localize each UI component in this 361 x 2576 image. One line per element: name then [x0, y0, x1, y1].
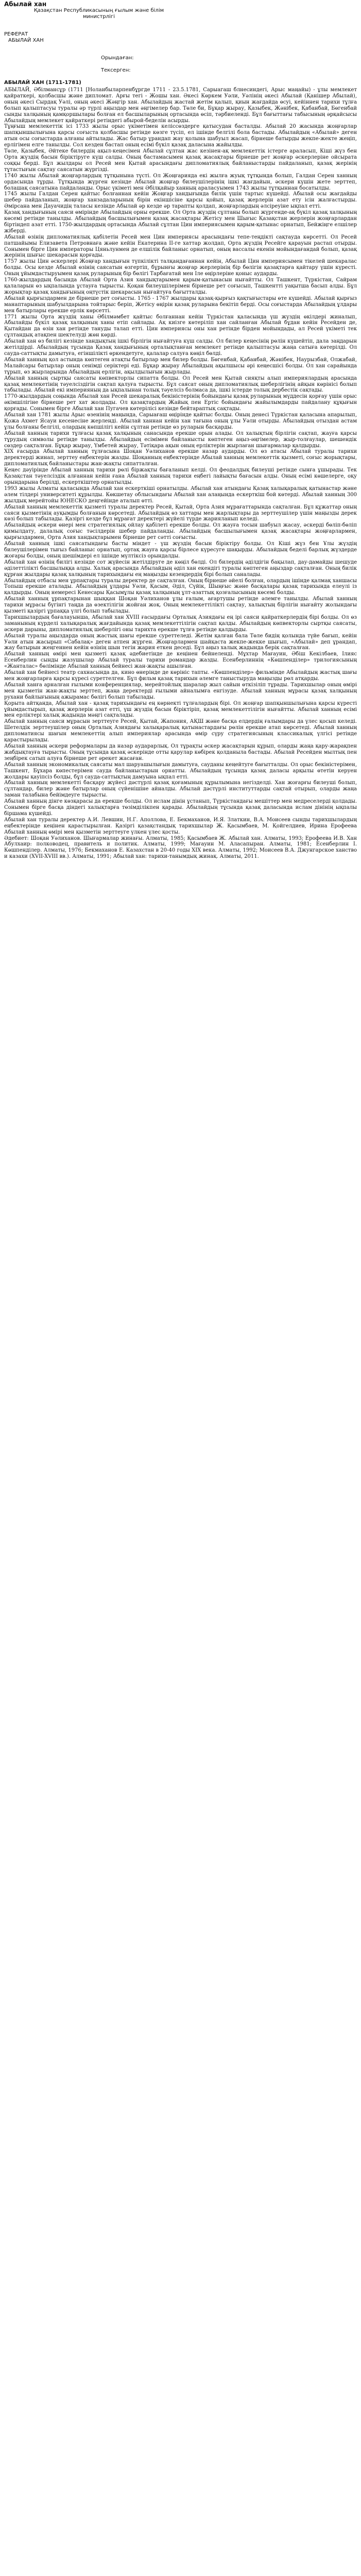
body-paragraph: Кеңес дәуірінде Абылай ханның тарихи рөлі біржақты бағаланып келді. Ол феодалдық билеуші ретінде сынға ұшырады. Тек Қазақстан тәуелсіздік алғаннан кейін ғана Абылай ханның тарихи еңбегі лайықты бағасын алды. Оның есімі көшелерге, оқу орындарына берілді, ескерткіштер орнатылды.	[4, 467, 357, 485]
body-paragraph: Абылай ханның дінге көзқарасы да ерекше болды. Ол ислам дінін ұстанып, Түркістандағы мешіттер мен медреселерді қолдады. Сонымен бірге басқа діндегі халықтарға төзімділікпен қарады. Абылайдың тұсында қазақ даласында ислам дінінің ықпалы біршама күшейді.	[4, 799, 357, 817]
body-paragraph: Абылай ханның тарихи тұлғасы қазақ халқының санасында ерекше орын алады. Ол халықтың бірлігін сақтап, жауға қарсы тұрудың символы ретінде танылды. Абылайдың есімімен байланысты көптеген аңыз-әңгімелер, жыр-толғаулар, шешендік сөздер сақталған. Бұқар жырау, Үмбетей жырау, Тәтіқара ақын оның ерліктерін жырлаған шығармалар қалдырды.	[4, 430, 357, 449]
body-paragraph: Абылай ханның сыртқы саясаты көпвекторлы сипатта болды. Ол Ресей мен Қытай сияқты алып империялардың арасында қазақ мемлекетінің тәуелсіздігін сақтап қалуға тырысты. Бұл саясат оның дипломатиялық шеберлігінің айқын көрінісі болып табылады. Абылай екі империяның да ықпалынан толық тәуелсіз болмаса да, ішкі істерде толық дербестік сақтады.	[4, 375, 357, 394]
signature-block	[4, 55, 357, 74]
body-paragraph: Абылай ханға арналған ғылыми конференциялар, мерейтойлық шаралар жыл сайын өткізіліп тұрады. Тарихшылар оның өмірі мен қызметін жан-жақты зерттеп, жаңа деректерді ғылыми айналымға енгізуде. Абылай ханның мұрасы қазақ халқының рухани байлығының ажырамас бөлігі болып табылады.	[4, 682, 357, 700]
body-paragraph: Абылай ханның мемлекетті басқару жүйесі дәстүрлі қазақ қоғамының құрылымына негізделді. Хан жоғарғы билеуші болып, сұлтандар, билер және батырлар оның сүйенішіне айналды. Абылай дәстүрлі институттарды сақтай отырып, оларды жаңа заман талабына бейімдеуге тырысты.	[4, 780, 357, 799]
body-text	[4, 87, 357, 860]
body-paragraph: Абылай ханның қол астында көптеген атақты батырлар мен билер болды. Бөгенбай, Қабанбай, Жәнібек, Наурызбай, Олжабай, Малайсары батырлар оның сенімді серіктері еді. Бұқар жырау Абылайдың ақылшысы әрі кеңесшісі болды. Ол хан сарайында тұрып, өз жырларында Абылайдың ерлігін, ақылдылығын жырлады.	[4, 357, 357, 375]
body-paragraph: АБЫЛАЙ, Әбілмансұр (1711 [Ноланбыларпенбұргде 1711 - 23.5.1781, Сарыагаш блнесиндегі, Арыс маңайы) - ұлы мемлекет қайраткері, қолбасшы және дипломат. Арғы тегі - Жошы хан. Әкесі Көркем Уәли, Уәлінің әкесі Абылай (Қанішер Абылай), оның әкесі Сырдақ Уәлі, оның әкесі Жәңгір хан. Абылайдың жастай жетім қалып, қиын жағдайда өсуі, кейіннен тарихи тұлға болып қалыптасуы туралы әр түрлі аңыздар мен әңгімелер бар. Төле би, Бұқар жырау, Қазыбек, Жәнібек, Қабанбай, Бөгенбай сынды халқының қамқоршылары болған ел басшыларының ортасында өсіп, тәрбиеленді. Бұл бағыттағы табысының әрқайсысы Абылайдың мемлекет қайраткері ретіндегі абырой-беделін асырды.	[4, 87, 357, 124]
reviewer-label: Тексерген:	[101, 67, 131, 73]
body-paragraph: XIX ғасырда Абылай ханның тұлғасына Шоқан Уәлиханов ерекше назар аударды. Ол өз атасы Абылай туралы тарихи деректерді жинап, зерттеу еңбектерін жазды. Шоқанның еңбектерінде Абылай ханның мемлекеттік қызметі, соғыс жорықтары, дипломатиялық байланыстары жан-жақты сипатталған.	[4, 449, 357, 467]
body-paragraph: Абылай ханның саяси мұрасын зерттеуге Ресей, Қытай, Жапония, АҚШ және басқа елдердің ғалымдары да үлес қосып келеді. Шетелдік зерттеушілер оның Орталық Азиядағы халықаралық қатынастардағы рөлін ерекше атап көрсетеді. Абылай ханның дипломатиясы шағын мемлекеттің алып империялар арасында өмір сүру стратегиясының классикалық үлгісі ретінде қарастырылады.	[4, 719, 357, 743]
body-paragraph: Абылай ханның экономикалық саясаты мал шаруашылығын дамытуға, сауданы кеңейтуге бағытталды. Ол орыс бекіністерімен, Ташкент, Бұхара көпестерімен сауда байланыстарын орнатты. Абылайдың тұсында қазақ даласы арқылы өтетін керуен жолдары қауіпсіз болды, бұл сауда-саттықтың дамуына ықпал етті.	[4, 761, 357, 780]
body-paragraph: Қорыта айтқанда, Абылай хан - қазақ тарихындағы ең көрнекті тұлғалардың бірі. Ол жоңғар шапқыншылығына қарсы күресті ұйымдастырып, қазақ жерлерін азат етті, үш жүздің басын біріктіріп, қазақ мемлекеттілігін нығайтты. Абылай ханның есімі мен ерліктері халық жадында мәңгі сақталады.	[4, 700, 357, 719]
body-paragraph: 1771 жылы Орта жүздің ханы Әбілмәмбет қайтыс болғаннан кейін Түркістан қаласында үш жүздің өкілдері жиналып, Абылайды бүкіл қазақ халқының ханы етіп сайлады. Ақ киізге көтеріліп хан сайланған Абылай бұдан кейін Ресейден де, Қытайдан да өзін хан ретінде тануды талап етті. Цин империясы оны хан ретінде бірден мойындады, ал Ресей үкіметі тек сұлтандық атақпен шектелуді жөн көрді.	[4, 314, 357, 338]
body-paragraph: Қазақ хандығының саяси өмірінде Абылайдың орны ерекше. Ол Орта жүздің сұлтаны болып жүргенде-ақ бүкіл қазақ халқының көсемі ретінде танылды. Абылайдың басшылығымен қазақ жасақтары Жетісу мен Шығыс Қазақстан жерлерін жоңғарлардан біртіндеп азат етті. 1750-жылдардың ортасында Абылай сұлтан Цин империясымен қарым-қатынас орнатып, Бейжіңге елшілер жіберді.	[4, 210, 357, 234]
body-paragraph: 1745 жылы Галдан Серен қайтыс болғаннан кейін Жоңғар хандығында билік үшін тартыс күшейді. Абылай осы жағдайды шебер пайдаланып, жоңғар ханзадаларының бірін екіншісіне қарсы қойып, қазақ жерлерін азат ету ісін жалғастырды. Әмірсана мен Дауачидің таласы кезінде Абылай әр кезде әр тарапты қолдап, жоңғарлардың әлсіреуіне ықпал етті.	[4, 191, 357, 210]
body-paragraph: Тұңғыш мемлекеттік ісі 1733 жылы орыс үкіметімен келіссөздерге қатысудан басталды. Абылай 20 жасында жоңғарлар шапқыншылығына қарсы соғыста қолбасшы ретінде көзге түсіп, ел ішінде белгілі бола бастады. Абылайдың «Абылай» деген атын осы соғыстарда алғаны айтылады. Жас батыр ұрандап жау қолына шабуыл жасап, бірнеше батырды жекпе-жекте жеңіп, ерлігімен елге танылды. Сол кезден бастап оның есімі бүкіл қазақ даласына жайылды.	[4, 124, 357, 148]
body-paragraph: Абылай ханның мемлекеттік қызметі туралы деректер Ресей, Қытай, Орта Азия мұрағаттарында сақталған. Бұл құжаттар оның саяси қызметінің ауқымды болғанын көрсетеді. Абылайдың өз хаттары мен жарлықтары да зерттеушілер үшін маңызды дерек көзі болып табылады. Қазіргі кезде бұл мұрағат деректері жүйелі түрде жарияланып келеді.	[4, 504, 357, 522]
referat-label: РЕФЕРАТ	[4, 31, 28, 37]
checked-by-label: Орындаған:	[101, 55, 134, 61]
body-paragraph: Абылай өзінің дипломатиялық қабілетін Ресей мен Цин империясы арасындағы тепе-теңдікті сақтауда көрсетті. Ол Ресей патшайымы Елизавета Петровнаға және кейін Екатерина II-ге хаттар жолдап, Орта жүздің Ресейге қарауын растап отырды. Сонымен бірге Цин императоры Цяньлунмен де елшілік байланыс орнатып, оның вассалы екенін мойындағандай болып, қазақ жерінің шығыс шекарасын қорғады.	[4, 234, 357, 259]
ministry-name: Қазақстан Республикасының ғылым және білім министрлігі	[33, 8, 164, 20]
body-paragraph: Абылай қырғыздармен де бірнеше рет соғысты. 1765 - 1767 жылдары қазақ-қырғыз қақтығыстары өте күшейді. Абылай қырғыз манаптарының шабуылдарына тойтарыс беріп, Жетісу өңірін қазақ руларына бекітіп берді. Осы соғыстарда Абылайдың ұлдары мен батырлары ерекше ерлік көрсетті.	[4, 295, 357, 314]
body-paragraph: 1740 жылы Абылай жоңғарлардың тұтқынына түсті. Ол Жоңғарияда екі жылға жуық тұтқында болып, Галдан Серен ханның ордасында тұрды. Тұтқында жүрген кезінде Абылай жоңғар билеушілерінің ішкі жағдайын, әскери күшін жете зерттеп, болашақ саясатына пайдаланды. Орыс үкіметі мен Әбілқайыр ханның араласуымен 1743 жылы тұтқыннан босатылды.	[4, 173, 357, 191]
body-paragraph: 1757 жылы Цин әскерлері Жоңғар хандығын түпкілікті талқандағаннан кейін, Абылай Цин империясымен тікелей шекаралас болды. Осы кезде Абылай өзінің саясатын өзгертіп, бұрынғы жоңғар жерлерінің бір бөлігін қазақтарға қайтару үшін күресті. Оның ұйымдастыруымен қазақ руларының бір бөлігі Тарбағатай мен Іле өңірлеріне қоныс аударды.	[4, 259, 357, 277]
body-paragraph: Абылай хан туралы деректер А.И. Левшин, Н.Г. Аполлова, Е. Бекмаханов, И.Я. Златкин, В.А. Моисеев сынды тарихшылардың еңбектерінде кеңінен қарастырылған. Қазіргі қазақстандық тарихшылар Ж. Қасымбаев, М. Қойгелдиев, Ирина Ерофеева Абылай ханның өмірі мен қызметін зерттеуге үлкен үлес қосты.	[4, 817, 357, 835]
spacer	[4, 20, 357, 31]
spacer	[4, 44, 357, 55]
body-paragraph: 1993 жылы Алматы қаласында Абылай хан ескерткіші орнатылды. Абылай хан атындағы Қазақ халықаралық қатынастар және әлем тілдері университеті құрылды. Көкшетау облысындағы Абылай хан алаңында ескерткіш бой көтерді. Абылай ханның 300 жылдық мерейтойы ЮНЕСКО деңгейінде аталып өтті.	[4, 485, 357, 504]
body-paragraph: Абылай хан өзінің билігі кезінде сот жүйесін жетілдіруге де көңіл бөлді. Ол билердің әділдігін бақылап, дау-дамайды шешуде әділеттілікті басшылыққа алды. Халық арасында Абылайдың әділ хан екендігі туралы көптеген аңыздар сақталған. Оның билік құрған жылдары қазақ халқының тарихындағы ең маңызды кезеңдердің бірі болып саналады.	[4, 559, 357, 578]
body-title: АБЫЛАЙ ХАН (1711-1781)	[4, 80, 81, 86]
body-paragraph: Абылайдың отбасы мен ұрпақтары туралы деректер де сақталған. Оның бірнеше әйелі болған, олардың ішінде қалмақ ханшасы Топыш ерекше аталады. Абылайдың ұлдары Уәли, Қасым, Әділ, Сүйік, Шыңғыс және басқалары қазақ тарихында елеулі із қалдырды. Оның немересі Кенесары Қасымұлы қазақ халқының ұлт-азаттық қозғалысының көсемі болды.	[4, 578, 357, 596]
body-paragraph: Абылай туралы аңыздарда оның жастық шағы ерекше суреттеледі. Жетім қалған бала Төле бидің қолында түйе бағып, кейін Уәли атын жасырып «Сабалақ» деген атпен жүрген. Жоңғарлармен шайқаста жекпе-жекке шығып, «Абылай» деп ұрандап, жау батырын жеңгеннен кейін өзінің шын тегін жария еткен деседі. Бұл аңыз халық жадында берік сақталған.	[4, 633, 357, 651]
body-paragraph: Тарихшылардың бағалауынша, Абылай хан XVIII ғасырдағы Орталық Азиядағы ең ірі саяси қайраткерлердің бірі болды. Ол өз заманының күрделі халықаралық жағдайында қазақ мемлекеттілігін сақтап қалды. Абылайдың көпвекторлы сыртқы саясаты, әскери дарыны, дипломатиялық шеберлігі оны тарихта ерекше тұлға ретінде қалдырды.	[4, 614, 357, 633]
body-paragraph: 1760-жылдардың басында Абылай Орта Азия хандықтарымен қарым-қатынасын нығайтты. Ол Ташкент, Түркістан, Сайрам қалаларын өз ықпалында ұстауға тырысты. Қоқан билеушілерімен бірнеше рет соғысып, Ташкентті уақытша басып алды. Бұл жорықтар қазақ хандығының оңтүстік шекарасын нығайтуға бағытталды.	[4, 277, 357, 295]
document-title: Абылай хан	[4, 1, 47, 8]
body-paragraph: Абылай ханның ұрпақтарынан шыққан Шоқан Уәлиханов ұлы ғалым, ағартушы ретінде әлемге танылды. Абылай ханның тарихи мұрасы бүгінгі таңда да өзектілігін жойған жоқ. Оның мемлекеттілікті сақтау, халықтың бірлігін нығайту жолындағы қызметі қазіргі ұрпаққа үлгі болып табылады.	[4, 596, 357, 615]
body-paragraph: Абылай хан бейнесі театр сахнасында да, кино өнерінде де көрініс тапты. «Көшпенділер» фильмінде Абылайдың жастық шағы мен жоңғарларға қарсы күресі суреттелген. Бұл фильм қазақ тарихын әлемге таныстыруда маңызды рөл атқарды.	[4, 670, 357, 682]
body-paragraph: Абылайдың әскери өнері мен стратегиялық ойлау қабілеті ерекше болды. Ол жауға тосын шабуыл жасау, әскерді бөліп-бөліп қимылдату, далалық соғыс тәсілдерін шебер пайдаланды. Абылайдың басшылығымен қазақ жасақтары жоңғарлармен, қырғыздармен, Орта Азия хандықтарымен бірнеше рет сәтті соғысты.	[4, 522, 357, 541]
spacer	[101, 61, 357, 67]
body-paragraph: Абылай ханның ішкі саясатындағы басты міндет - үш жүздің басын біріктіру болды. Ол Кіші жүз бен Ұлы жүздің билеушілерімен тығыз байланыс орнатып, ортақ жауға қарсы бірлесе күресуге шақырды. Абылайдың беделі барлық жүздерде жоғары болды, оның шешімдері ел ішінде мүлтіксіз орындалды.	[4, 541, 357, 559]
referat-topic: АБЫЛАЙ ХАН	[8, 38, 44, 43]
body-paragraph: Абылай хан 1781 жылы Арыс өзенінің маңында, Сарыағаш өңірінде қайтыс болды. Оның денесі Түркістан қаласына апарылып, Қожа Ахмет Ясауи кесенесіне жерленді. Абылай ханнан кейін хан тағына оның ұлы Уәли отырды. Абылайдың отыздан астам ұлы болғаны белгілі, олардың көпшілігі кейін сұлтан ретінде өз руларын басқарды.	[4, 412, 357, 430]
body-paragraph: Абылай хан өз билігі кезінде хандықтың ішкі бірлігін нығайтуға күш салды. Ол билер кеңесінің рөлін күшейтіп, дала заңдарын жетілдірді. Абылайдың тұсында Қазақ хандығының орталықтанған мемлекет ретінде қалыптасуы жаңа сатыға көтерілді. Ол сауда-саттықты дамытуға, егіншілікті өркендетуге, қалалар салуға көңіл бөлді.	[4, 338, 357, 357]
body-paragraph: Абылай ханның әскери реформалары да назар аударарлық. Ол тұрақты әскер жасақтарын құрып, оларды жаңа қару-жарақпен жабдықтауға тырысты. Оның тұсында қазақ әскерінде отты қарулар көбірек қолданыла бастады. Абылай Ресейден мылтық пен зеңбірек сатып алуға бірнеше рет әрекет жасаған.	[4, 743, 357, 761]
body-paragraph: Абылай ханның өмірі мен қызметі қазақ әдебиетінде де кеңінен бейнеленді. Мұхтар Мағауин, Әбіш Кекілбаев, Ілияс Есенберлин сынды жазушылар Абылай туралы тарихи романдар жазды. Есенберлиннің «Көшпенділер» трилогиясының «Жанталас» бөлімінде Абылай ханның бейнесі жан-жақты ашылған.	[4, 651, 357, 670]
body-paragraph: Төле, Қазыбек, Әйтеке билердің ақыл-кеңесімен Абылай сұлтан жас кезінен-ақ мемлекеттік істерге араласып, Кіші жүз бен Орта жүздің басын біріктіруге күш салды. Оның бастамасымен қазақ жасақтары бірнеше рет жоңғар әскерлеріне ойсырата соққы берді. Бұл жылдары ол Ресей мен Қытай арасындағы дипломатиялық байланыстарды пайдаланып, қазақ жерінің тұтастығын сақтау саясатын жүргізді.	[4, 148, 357, 173]
body-paragraph: 1770-жылдардың соңында Абылай хан Ресей шекаралық бекіністерінің бойындағы қазақ руларының мүддесін қорғау үшін орыс әкімшілігіне бірнеше рет хат жолдады. Ол қазақтардың Жайық пен Ертіс бойындағы жайылымдарды пайдалану құқығын қорғады. Сонымен бірге Абылай хан Пугачев көтерілісі кезінде бейтараптық сақтады.	[4, 394, 357, 412]
body-paragraph: Әдебиет: Шоқан Уәлиханов. Шығармалар жинағы. Алматы, 1985; Қасымбаев Ж. Абылай хан. Алматы, 1993; Ерофеева И.В. Хан Абулхаир: полководец, правитель и политик. Алматы, 1999; Мағауин М. Аласапыран. Алматы, 1981; Есенберлин І. Көшпенділер. Алматы, 1976; Бекмаханов Е. Казахстан в 20-40 годы XIX века. Алматы, 1992; Моисеев В.А. Джунгарское ханство и казахи (XVII-XVIII вв.). Алматы, 1991; Абылай хан: тарихи-танымдық жинақ. Алматы, 2011.	[4, 835, 357, 860]
